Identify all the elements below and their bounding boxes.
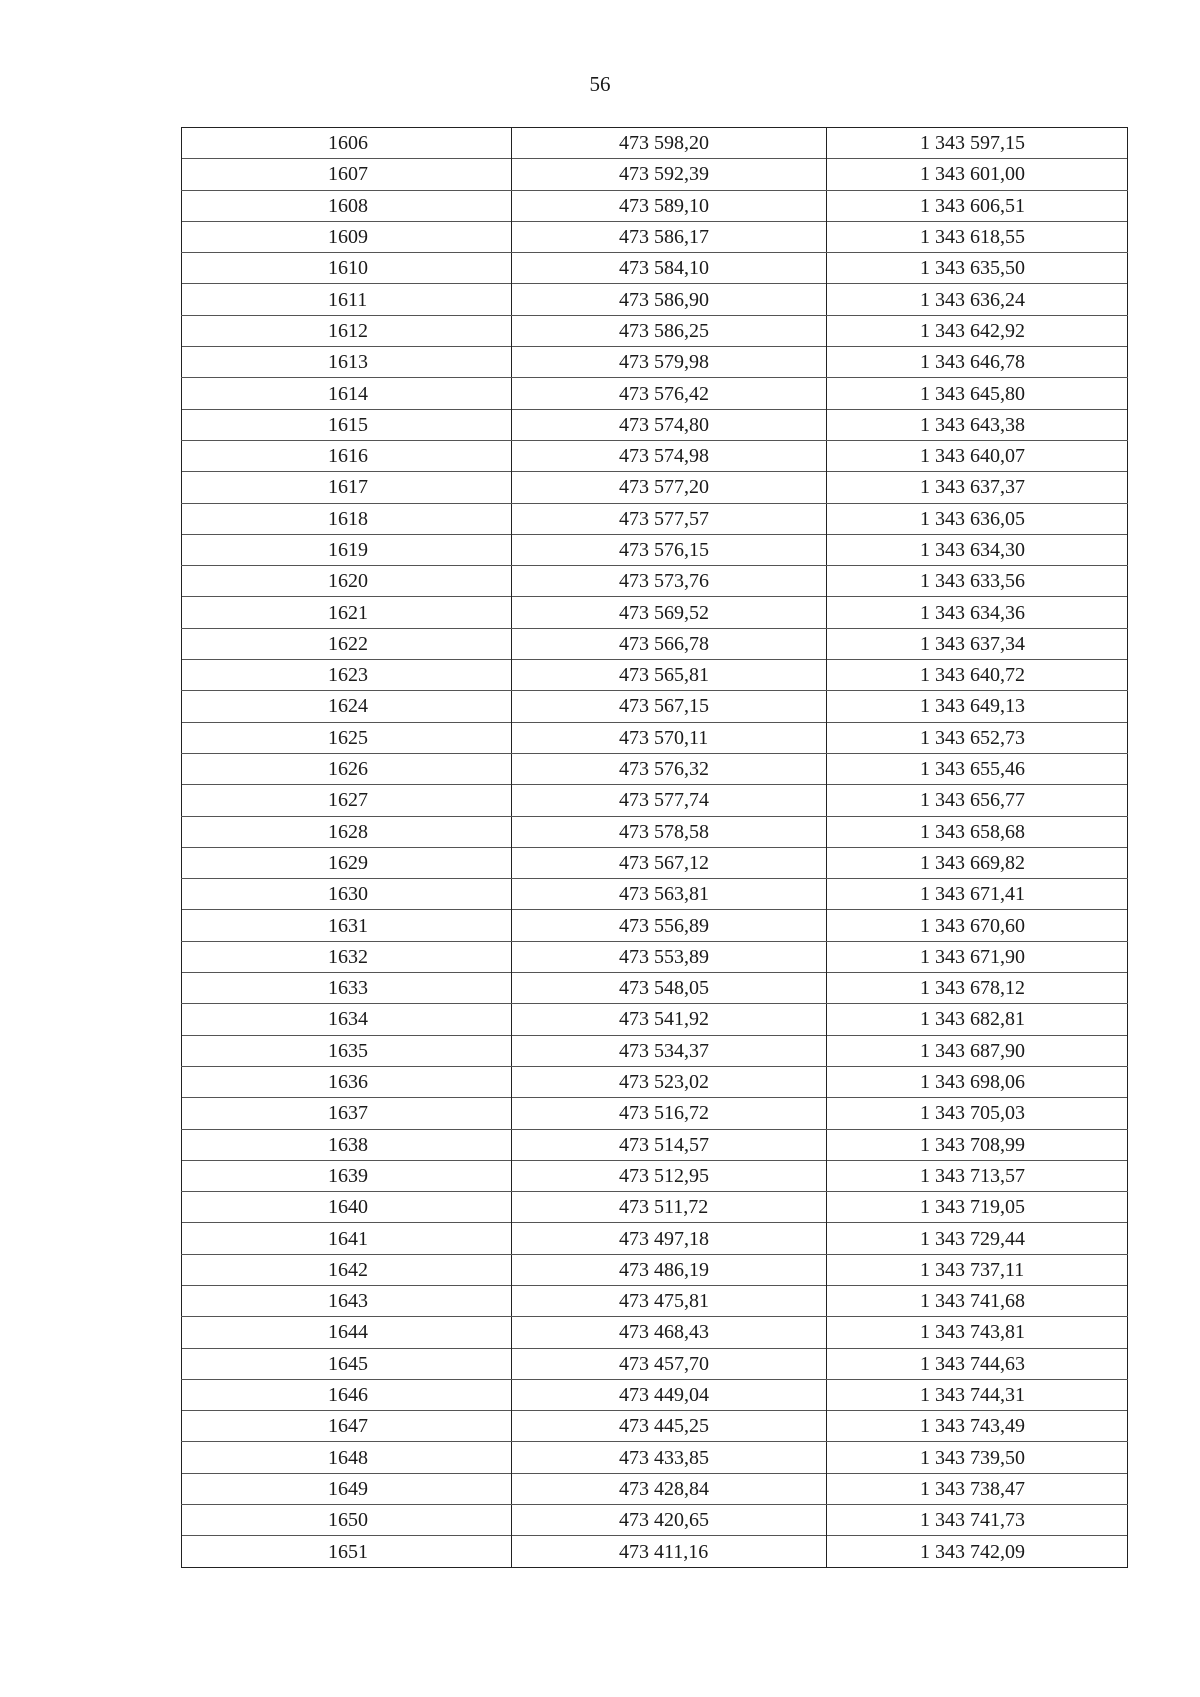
y-coordinate-cell: 1 343 671,41 [827,879,1128,910]
table-row [182,503,1128,534]
y-coordinate-cell: 1 343 601,00 [827,159,1128,190]
table-row [182,221,1128,252]
y-coordinate-cell: 1 343 640,07 [827,440,1128,471]
table-row [182,347,1128,378]
point-number-cell: 1618 [182,503,512,534]
y-coordinate-cell: 1 343 671,90 [827,941,1128,972]
y-coordinate-cell: 1 343 713,57 [827,1160,1128,1191]
point-number-cell: 1611 [182,284,512,315]
y-coordinate-cell: 1 343 636,05 [827,503,1128,534]
x-coordinate-cell: 473 592,39 [512,159,827,190]
table-row [182,378,1128,409]
x-coordinate-cell: 473 556,89 [512,910,827,941]
table-row [182,253,1128,284]
point-number-cell: 1634 [182,1004,512,1035]
point-number-cell: 1636 [182,1066,512,1097]
table-row [182,190,1128,221]
point-number-cell: 1614 [182,378,512,409]
coordinates-table [181,127,1128,1568]
point-number-cell: 1629 [182,847,512,878]
table-row [182,1442,1128,1473]
x-coordinate-cell: 473 512,95 [512,1160,827,1191]
table-row [182,973,1128,1004]
x-coordinate-cell: 473 411,16 [512,1536,827,1567]
y-coordinate-cell: 1 343 729,44 [827,1223,1128,1254]
x-coordinate-cell: 473 566,78 [512,628,827,659]
x-coordinate-cell: 473 577,74 [512,785,827,816]
table-row [182,785,1128,816]
y-coordinate-cell: 1 343 741,68 [827,1285,1128,1316]
point-number-cell: 1620 [182,566,512,597]
x-coordinate-cell: 473 574,98 [512,440,827,471]
y-coordinate-cell: 1 343 708,99 [827,1129,1128,1160]
y-coordinate-cell: 1 343 652,73 [827,722,1128,753]
point-number-cell: 1651 [182,1536,512,1567]
point-number-cell: 1640 [182,1192,512,1223]
table-row [182,910,1128,941]
point-number-cell: 1644 [182,1317,512,1348]
x-coordinate-cell: 473 567,15 [512,691,827,722]
point-number-cell: 1625 [182,722,512,753]
table-row [182,1035,1128,1066]
x-coordinate-cell: 473 516,72 [512,1098,827,1129]
x-coordinate-cell: 473 584,10 [512,253,827,284]
x-coordinate-cell: 473 565,81 [512,660,827,691]
x-coordinate-cell: 473 577,57 [512,503,827,534]
table-row [182,1192,1128,1223]
point-number-cell: 1630 [182,879,512,910]
point-number-cell: 1650 [182,1505,512,1536]
point-number-cell: 1613 [182,347,512,378]
point-number-cell: 1621 [182,597,512,628]
table-row [182,660,1128,691]
y-coordinate-cell: 1 343 637,34 [827,628,1128,659]
x-coordinate-cell: 473 514,57 [512,1129,827,1160]
y-coordinate-cell: 1 343 633,56 [827,566,1128,597]
table-row [182,472,1128,503]
x-coordinate-cell: 473 548,05 [512,973,827,1004]
table-row [182,1129,1128,1160]
table-row [182,1473,1128,1504]
y-coordinate-cell: 1 343 637,37 [827,472,1128,503]
point-number-cell: 1646 [182,1379,512,1410]
table-row [182,691,1128,722]
y-coordinate-cell: 1 343 643,38 [827,409,1128,440]
y-coordinate-cell: 1 343 743,81 [827,1317,1128,1348]
x-coordinate-cell: 473 586,25 [512,315,827,346]
point-number-cell: 1619 [182,534,512,565]
y-coordinate-cell: 1 343 687,90 [827,1035,1128,1066]
table-row [182,534,1128,565]
y-coordinate-cell: 1 343 719,05 [827,1192,1128,1223]
point-number-cell: 1642 [182,1254,512,1285]
table-row [182,1160,1128,1191]
table-row [182,440,1128,471]
y-coordinate-cell: 1 343 698,06 [827,1066,1128,1097]
y-coordinate-cell: 1 343 618,55 [827,221,1128,252]
point-number-cell: 1641 [182,1223,512,1254]
table-row [182,847,1128,878]
y-coordinate-cell: 1 343 636,24 [827,284,1128,315]
table-row [182,1348,1128,1379]
y-coordinate-cell: 1 343 670,60 [827,910,1128,941]
x-coordinate-cell: 473 497,18 [512,1223,827,1254]
table-body [182,128,1128,1568]
x-coordinate-cell: 473 445,25 [512,1411,827,1442]
point-number-cell: 1626 [182,753,512,784]
x-coordinate-cell: 473 577,20 [512,472,827,503]
x-coordinate-cell: 473 598,20 [512,128,827,159]
x-coordinate-cell: 473 541,92 [512,1004,827,1035]
x-coordinate-cell: 473 534,37 [512,1035,827,1066]
point-number-cell: 1612 [182,315,512,346]
y-coordinate-cell: 1 343 669,82 [827,847,1128,878]
x-coordinate-cell: 473 468,43 [512,1317,827,1348]
y-coordinate-cell: 1 343 645,80 [827,378,1128,409]
table-row [182,159,1128,190]
x-coordinate-cell: 473 569,52 [512,597,827,628]
x-coordinate-cell: 473 567,12 [512,847,827,878]
point-number-cell: 1632 [182,941,512,972]
point-number-cell: 1637 [182,1098,512,1129]
x-coordinate-cell: 473 579,98 [512,347,827,378]
y-coordinate-cell: 1 343 741,73 [827,1505,1128,1536]
y-coordinate-cell: 1 343 597,15 [827,128,1128,159]
table-row [182,1536,1128,1567]
table-row [182,409,1128,440]
table-row [182,1098,1128,1129]
y-coordinate-cell: 1 343 705,03 [827,1098,1128,1129]
point-number-cell: 1635 [182,1035,512,1066]
point-number-cell: 1631 [182,910,512,941]
point-number-cell: 1643 [182,1285,512,1316]
y-coordinate-cell: 1 343 655,46 [827,753,1128,784]
x-coordinate-cell: 473 428,84 [512,1473,827,1504]
table-row [182,128,1128,159]
y-coordinate-cell: 1 343 658,68 [827,816,1128,847]
point-number-cell: 1606 [182,128,512,159]
x-coordinate-cell: 473 574,80 [512,409,827,440]
point-number-cell: 1638 [182,1129,512,1160]
point-number-cell: 1607 [182,159,512,190]
y-coordinate-cell: 1 343 649,13 [827,691,1128,722]
y-coordinate-cell: 1 343 739,50 [827,1442,1128,1473]
table-row [182,1066,1128,1097]
table-row [182,1379,1128,1410]
x-coordinate-cell: 473 573,76 [512,566,827,597]
x-coordinate-cell: 473 576,15 [512,534,827,565]
table-row [182,628,1128,659]
point-number-cell: 1617 [182,472,512,503]
point-number-cell: 1615 [182,409,512,440]
table-row [182,1411,1128,1442]
x-coordinate-cell: 473 523,02 [512,1066,827,1097]
x-coordinate-cell: 473 420,65 [512,1505,827,1536]
x-coordinate-cell: 473 457,70 [512,1348,827,1379]
y-coordinate-cell: 1 343 682,81 [827,1004,1128,1035]
y-coordinate-cell: 1 343 635,50 [827,253,1128,284]
point-number-cell: 1623 [182,660,512,691]
y-coordinate-cell: 1 343 646,78 [827,347,1128,378]
table-row [182,816,1128,847]
table-row [182,597,1128,628]
table-row [182,941,1128,972]
table-row [182,566,1128,597]
point-number-cell: 1645 [182,1348,512,1379]
point-number-cell: 1648 [182,1442,512,1473]
table-row [182,1505,1128,1536]
page-number: 56 [589,72,611,96]
x-coordinate-cell: 473 553,89 [512,941,827,972]
x-coordinate-cell: 473 576,32 [512,753,827,784]
point-number-cell: 1624 [182,691,512,722]
point-number-cell: 1616 [182,440,512,471]
y-coordinate-cell: 1 343 634,36 [827,597,1128,628]
point-number-cell: 1628 [182,816,512,847]
y-coordinate-cell: 1 343 678,12 [827,973,1128,1004]
y-coordinate-cell: 1 343 744,31 [827,1379,1128,1410]
x-coordinate-cell: 473 576,42 [512,378,827,409]
x-coordinate-cell: 473 475,81 [512,1285,827,1316]
y-coordinate-cell: 1 343 634,30 [827,534,1128,565]
y-coordinate-cell: 1 343 642,92 [827,315,1128,346]
x-coordinate-cell: 473 563,81 [512,879,827,910]
point-number-cell: 1609 [182,221,512,252]
table-row [182,315,1128,346]
x-coordinate-cell: 473 578,58 [512,816,827,847]
y-coordinate-cell: 1 343 742,09 [827,1536,1128,1567]
y-coordinate-cell: 1 343 656,77 [827,785,1128,816]
y-coordinate-cell: 1 343 737,11 [827,1254,1128,1285]
x-coordinate-cell: 473 433,85 [512,1442,827,1473]
table-row [182,284,1128,315]
x-coordinate-cell: 473 449,04 [512,1379,827,1410]
point-number-cell: 1608 [182,190,512,221]
y-coordinate-cell: 1 343 640,72 [827,660,1128,691]
x-coordinate-cell: 473 586,17 [512,221,827,252]
table-row [182,1004,1128,1035]
table-row [182,1317,1128,1348]
point-number-cell: 1639 [182,1160,512,1191]
point-number-cell: 1633 [182,973,512,1004]
y-coordinate-cell: 1 343 738,47 [827,1473,1128,1504]
y-coordinate-cell: 1 343 743,49 [827,1411,1128,1442]
point-number-cell: 1627 [182,785,512,816]
point-number-cell: 1610 [182,253,512,284]
table-row [182,879,1128,910]
table-row [182,722,1128,753]
x-coordinate-cell: 473 511,72 [512,1192,827,1223]
point-number-cell: 1649 [182,1473,512,1504]
point-number-cell: 1622 [182,628,512,659]
point-number-cell: 1647 [182,1411,512,1442]
x-coordinate-cell: 473 486,19 [512,1254,827,1285]
y-coordinate-cell: 1 343 744,63 [827,1348,1128,1379]
y-coordinate-cell: 1 343 606,51 [827,190,1128,221]
table-row [182,1254,1128,1285]
table-row [182,1223,1128,1254]
x-coordinate-cell: 473 570,11 [512,722,827,753]
table-row [182,753,1128,784]
x-coordinate-cell: 473 586,90 [512,284,827,315]
table-row [182,1285,1128,1316]
x-coordinate-cell: 473 589,10 [512,190,827,221]
